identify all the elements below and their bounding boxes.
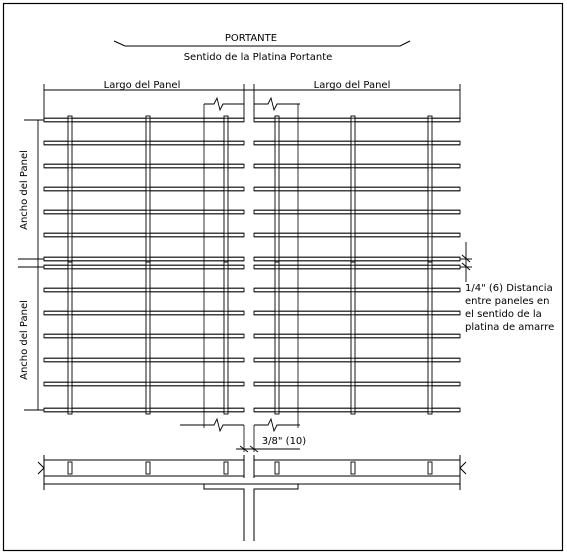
cross-bar — [146, 116, 150, 262]
bearing-bar — [44, 358, 244, 362]
break-lines — [180, 98, 300, 431]
section-bar — [68, 462, 72, 474]
section-view — [38, 455, 466, 541]
bearing-bar — [44, 118, 244, 122]
gap-note-line-3: el sentido de la — [465, 309, 542, 320]
bearing-bar — [44, 164, 244, 168]
section-bar — [224, 462, 228, 474]
cross-bar — [351, 116, 355, 262]
gap-note-line-2: entre paneles en — [465, 296, 550, 307]
gap-dimension-label: 3/8" (10) — [261, 436, 307, 447]
grating-panels — [44, 116, 460, 414]
bearing-bar — [44, 187, 244, 191]
cross-bar — [68, 116, 72, 262]
panel-length-label-left: Largo del Panel — [103, 80, 181, 91]
bearing-bar — [44, 141, 244, 145]
gap-extension-lines — [204, 104, 298, 452]
panel-gap-dimension — [460, 242, 472, 282]
cross-bar — [275, 116, 279, 262]
panel-length-label-right: Largo del Panel — [313, 80, 391, 91]
gap-note-line-1: 1/4" (6) Distancia — [465, 283, 553, 294]
cross-bar — [428, 116, 432, 262]
bearing-bar — [44, 334, 244, 338]
bearing-bar — [44, 210, 244, 214]
title: PORTANTE — [224, 33, 278, 44]
gap-note-line-4: platina de amarre — [465, 322, 555, 333]
bearing-bar — [44, 265, 244, 269]
bearing-bar — [44, 408, 244, 412]
section-bar — [146, 462, 150, 474]
bearing-bar — [44, 233, 244, 237]
panel-width-label-bottom: Ancho del Panel — [19, 300, 30, 380]
drawing-border — [4, 4, 563, 551]
section-bar — [275, 462, 279, 474]
bearing-bar — [44, 257, 244, 261]
subtitle: Sentido de la Platina Portante — [183, 52, 333, 63]
bearing-bar — [44, 288, 244, 292]
section-bars — [68, 462, 432, 474]
section-bar — [351, 462, 355, 474]
bearing-bar — [44, 311, 244, 315]
bearing-bar — [44, 382, 244, 386]
section-bar — [428, 462, 432, 474]
cross-bar — [224, 116, 228, 262]
panel-width-label-top: Ancho del Panel — [19, 150, 30, 230]
